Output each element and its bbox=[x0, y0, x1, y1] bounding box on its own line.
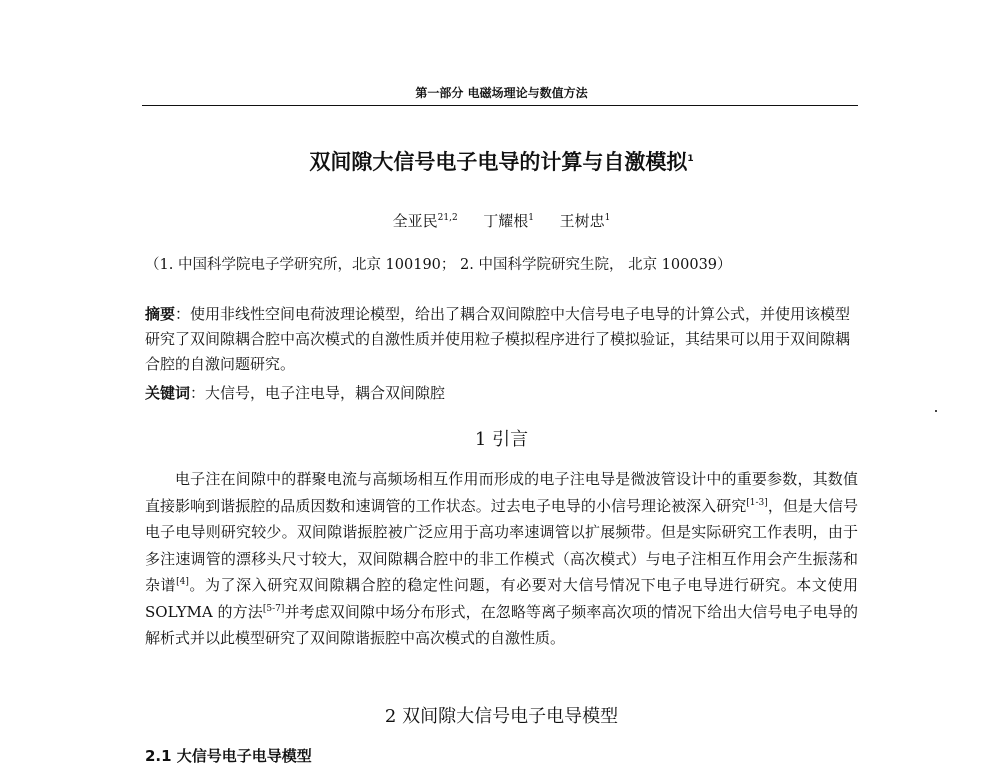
running-head: 第一部分 电磁场理论与数值方法 bbox=[415, 86, 588, 100]
subsection-heading: 2.1 大信号电子电导模型 bbox=[145, 747, 312, 765]
title-footnote-mark: 1 bbox=[687, 154, 694, 164]
citation: [5-7] bbox=[262, 603, 285, 614]
keywords-label: 关键词 bbox=[145, 384, 191, 402]
header-rule bbox=[142, 105, 858, 106]
keywords-text: ：大信号，电子注电导，耦合双间隙腔 bbox=[190, 384, 446, 402]
paper-title bbox=[145, 146, 858, 176]
author-list bbox=[145, 210, 858, 231]
affiliation: （1. 中国科学院电子学研究所，北京 100190； 2. 中国科学院研究生院， 北京 100039） bbox=[145, 257, 732, 273]
author-name: 丁耀根 bbox=[483, 212, 529, 230]
paragraph-text: 电子注在间隙中的群聚电流与高频场相互作用而形成的电子注电导是微波管设计中的重要参数，其数值直接影响到谐振腔的品质因数和速调管的工作状态。过去电子电导的小信号理论被深入研究 bbox=[145, 470, 858, 515]
paragraph-text: 。为了深入研究双间隙耦合腔的稳定性问题，有必要对大信号情况下电子电导进行研究。本文使用 SOLYMA 的方法 bbox=[145, 576, 858, 621]
abstract-text: ：使用非线性空间电荷波理论模型，给出了耦合双间隙腔中大信号电子电导的计算公式，并使用该模型研究了双间隙耦合腔中高次模式的自激性质并使用粒子模拟程序进行了模拟验证，其结果可以用于双间隙耦合腔的自激问题研究。 bbox=[145, 305, 851, 373]
section-heading-model: 2 双间隙大信号电子电导模型 bbox=[384, 706, 619, 727]
author-affiliation-mark: 1 bbox=[604, 213, 611, 223]
keywords bbox=[145, 381, 858, 406]
section-heading-introduction: 1 引言 bbox=[474, 429, 529, 450]
title-text: 双间隙大信号电子电导的计算与自激模拟 bbox=[309, 150, 688, 174]
author-affiliation-mark: 1 bbox=[528, 213, 535, 223]
author-affiliation-mark: 21,2 bbox=[437, 213, 458, 223]
citation: [4] bbox=[176, 577, 189, 587]
author-name: 王树忠 bbox=[559, 212, 605, 230]
author-name: 全亚民 bbox=[392, 212, 438, 230]
paragraph-text: ，但是大信号电子电导则研究较少。双间隙谐振腔被广泛应用于高功率速调管以扩展频带。但是实际研究工作表明，由于多注速调管的漂移头尺寸较大，双间隙耦合腔中的非工作模式（高次模式）与电子注相互作用会产生振荡和杂谱 bbox=[145, 496, 858, 594]
abstract bbox=[145, 302, 858, 377]
paragraph-text: 并考虑双间隙中场分布形式，在忽略等离子频率高次项的情况下给出大信号电子电导的解析式并以此模型研究了双间隙谐振腔中高次模式的自激性质。 bbox=[145, 602, 858, 647]
abstract-label: 摘要 bbox=[145, 305, 176, 323]
scan-speck bbox=[935, 410, 937, 412]
introduction-paragraph bbox=[145, 466, 858, 652]
citation: [1-3] bbox=[746, 497, 768, 508]
